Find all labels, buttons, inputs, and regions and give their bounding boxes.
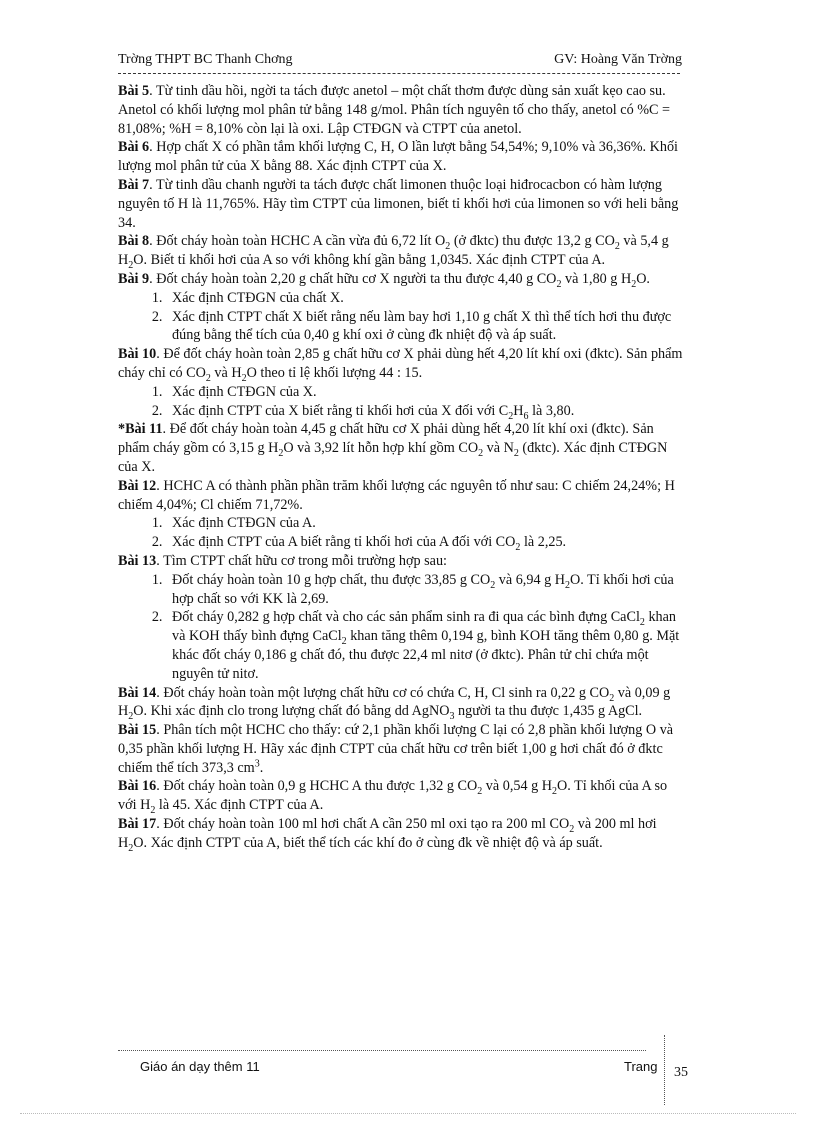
footer-title: Giáo án dạy thêm 11 [140,1059,260,1074]
footer-vertical-rule [664,1035,665,1105]
page-bottom-edge [20,1113,796,1114]
header-divider [118,73,680,74]
footer-divider [118,1050,646,1051]
exercise-list [118,82,688,853]
page-number: 35 [674,1065,688,1080]
exercise-15: Bài 15. Phân tích một HCHC cho thấy: cứ 2,1 phần khối lượng C lại có 2,8 phần khối lượng O và 0,35 phần khối lượng H. Hãy xác định CTPT của chất hữu cơ trên biết 1,00 g hơi chất đó ở đktc chiếm thể tích 373,3 $cm^3$. [118,722,674,776]
exercise-8: Bài 8. Đốt cháy hoàn toàn HCHC A cần vừa đủ 6,72 lít $O_2$ (ở đktc) thu được 13,2 g $CO_2$ và 5,4 g $H_2O$. Biết tỉ khối hơi của A so với không khí gần bằng 1,0345. Xác định CTPT của A. [118,233,669,271]
exercise-10-parts [118,383,688,421]
list-item: 1. Xác định CTĐGN của X. [166,383,688,402]
exercise-10: Bài 10. Để đốt cháy hoàn toàn 2,85 g chất hữu cơ X phải dùng hết 4,20 lít khí oxi (đktc). Sản phẩm cháy chỉ có $CO_2$ và $H_2O$ theo tỉ lệ khối lượng 44 : 15. [118,346,683,384]
footer-trang-label: Trang [624,1059,658,1074]
exercise-7: Bài 7. Từ tinh dầu chanh người ta tách được chất limonen thuộc loại hiđrocacbon có hàm lượng nguyên tố H là 11,765%. Hãy tìm CTPT của limonen, biết tỉ khối hơi của limonen so với heli bằng 34. [118,176,679,231]
list-item: 2. Xác định CTPT của A biết rằng tỉ khối hơi của A đối với $CO_2$ là 2,25. [166,533,688,552]
list-item: 1. Xác định CTĐGN của chất X. [166,289,688,308]
exercise-11: *Bài 11. Để đốt cháy hoàn toàn 4,45 g chất hữu cơ X phải dùng hết 4,20 lít khí oxi (đktc). Sản phẩm cháy gồm có 3,15 g $H_2O$ và 3,92 lít hỗn hợp khí gồm $CO_2$ và $N_2$ (đktc). Xác định CTĐGN của X. [118,421,668,475]
list-item: 2. Xác định CTPT của X biết rằng tỉ khối hơi của X đối với $C_2H_6$ là 3,80. [166,402,688,421]
exercise-12-parts [118,514,688,552]
exercise-14: Bài 14. Đốt cháy hoàn toàn một lượng chất hữu cơ có chứa C, H, Cl sinh ra 0,22 g $CO_2$ và 0,09 g $H_2O$. Khi xác định clo trong lượng chất đó bằng dd AgNO$_3$ người ta thu được 1,435 g AgCl. [118,684,671,723]
exercise-17: Bài 17. Đốt cháy hoàn toàn 100 ml hơi chất A cần 250 ml oxi tạo ra 200 ml $CO_2$ và 200 ml hơi $H_2O$. Xác định CTPT của A, biết thể tích các khí đo ở cùng đk về nhiệt độ và áp suất. [118,816,657,854]
list-item: 2. Xác định CTPT chất X biết rằng nếu làm bay hơi 1,10 g chất X thì thể tích hơi thu được đúng bằng thể tích của 0,40 g khí oxi ở cùng đk nhiệt độ và áp suất. [166,308,688,346]
page-header [118,52,682,72]
exercise-16: Bài 16. Đốt cháy hoàn toàn 0,9 g HCHC A thu được 1,32 g $CO_2$ và 0,54 g $H_2O$. Tỉ khối của A so với $H_2$ là 45. Xác định CTPT của A. [118,778,668,817]
exercise-5: Bài 5. Từ tinh dầu hồi, ngời ta tách được anetol – một chất thơm được dùng sản xuất kẹo cao su. Anetol có khối lượng mol phân tử bằng 148 g/mol. Phân tích nguyên tố cho thấy, anetol có %C = 81,08%; %H = 8,10% còn lại là oxi. Lập CTĐGN và CTPT của anetol. [118,83,671,137]
exercise-9: Bài 9. Đốt cháy hoàn toàn 2,20 g chất hữu cơ X người ta thu được 4,40 g $CO_2$ và 1,80 g $H_2O$. [118,270,650,290]
header-school: Trờng THPT BC Thanh Chơng [118,52,293,67]
list-item: 2. Đốt cháy 0,282 g hợp chất và cho các sản phẩm sinh ra đi qua các bình đựng CaCl$_2$ khan và KOH thấy bình đựng CaCl$_2$ khan tăng thêm 0,194 g, bình KOH tăng thêm 0,80 g. Mặt khác đốt cháy 0,186 g chất đó, thu được 22,4 ml nitơ (ở đktc). Phân tử chỉ chứa một nguyên tử nitơ. [166,608,688,683]
header-teacher: GV: Hoàng Văn Trờng [554,52,682,67]
exercise-6: Bài 6. Hợp chất X có phần tắm khối lượng C, H, O lần lượt bằng 54,54%; 9,10% và 36,36%. Khối lượng mol phân tử của X bằng 88. Xác định CTPT của X. [118,139,678,175]
exercise-9-parts [118,289,688,345]
exercise-13-parts [118,571,688,684]
exercise-13: Bài 13. Tìm CTPT chất hữu cơ trong mỗi trường hợp sau: [118,552,447,569]
exercise-12: Bài 12. HCHC A có thành phần phần trăm khối lượng các nguyên tố như sau: C chiếm 24,24%; H chiếm 4,04%; Cl chiếm 71,72%. [118,477,675,513]
list-item: 1. Đốt cháy hoàn toàn 10 g hợp chất, thu được 33,85 g $CO_2$ và 6,94 g $H_2O$. Tỉ khối hơi của hợp chất so với KK là 2,69. [166,571,688,609]
list-item: 1. Xác định CTĐGN của A. [166,514,688,533]
